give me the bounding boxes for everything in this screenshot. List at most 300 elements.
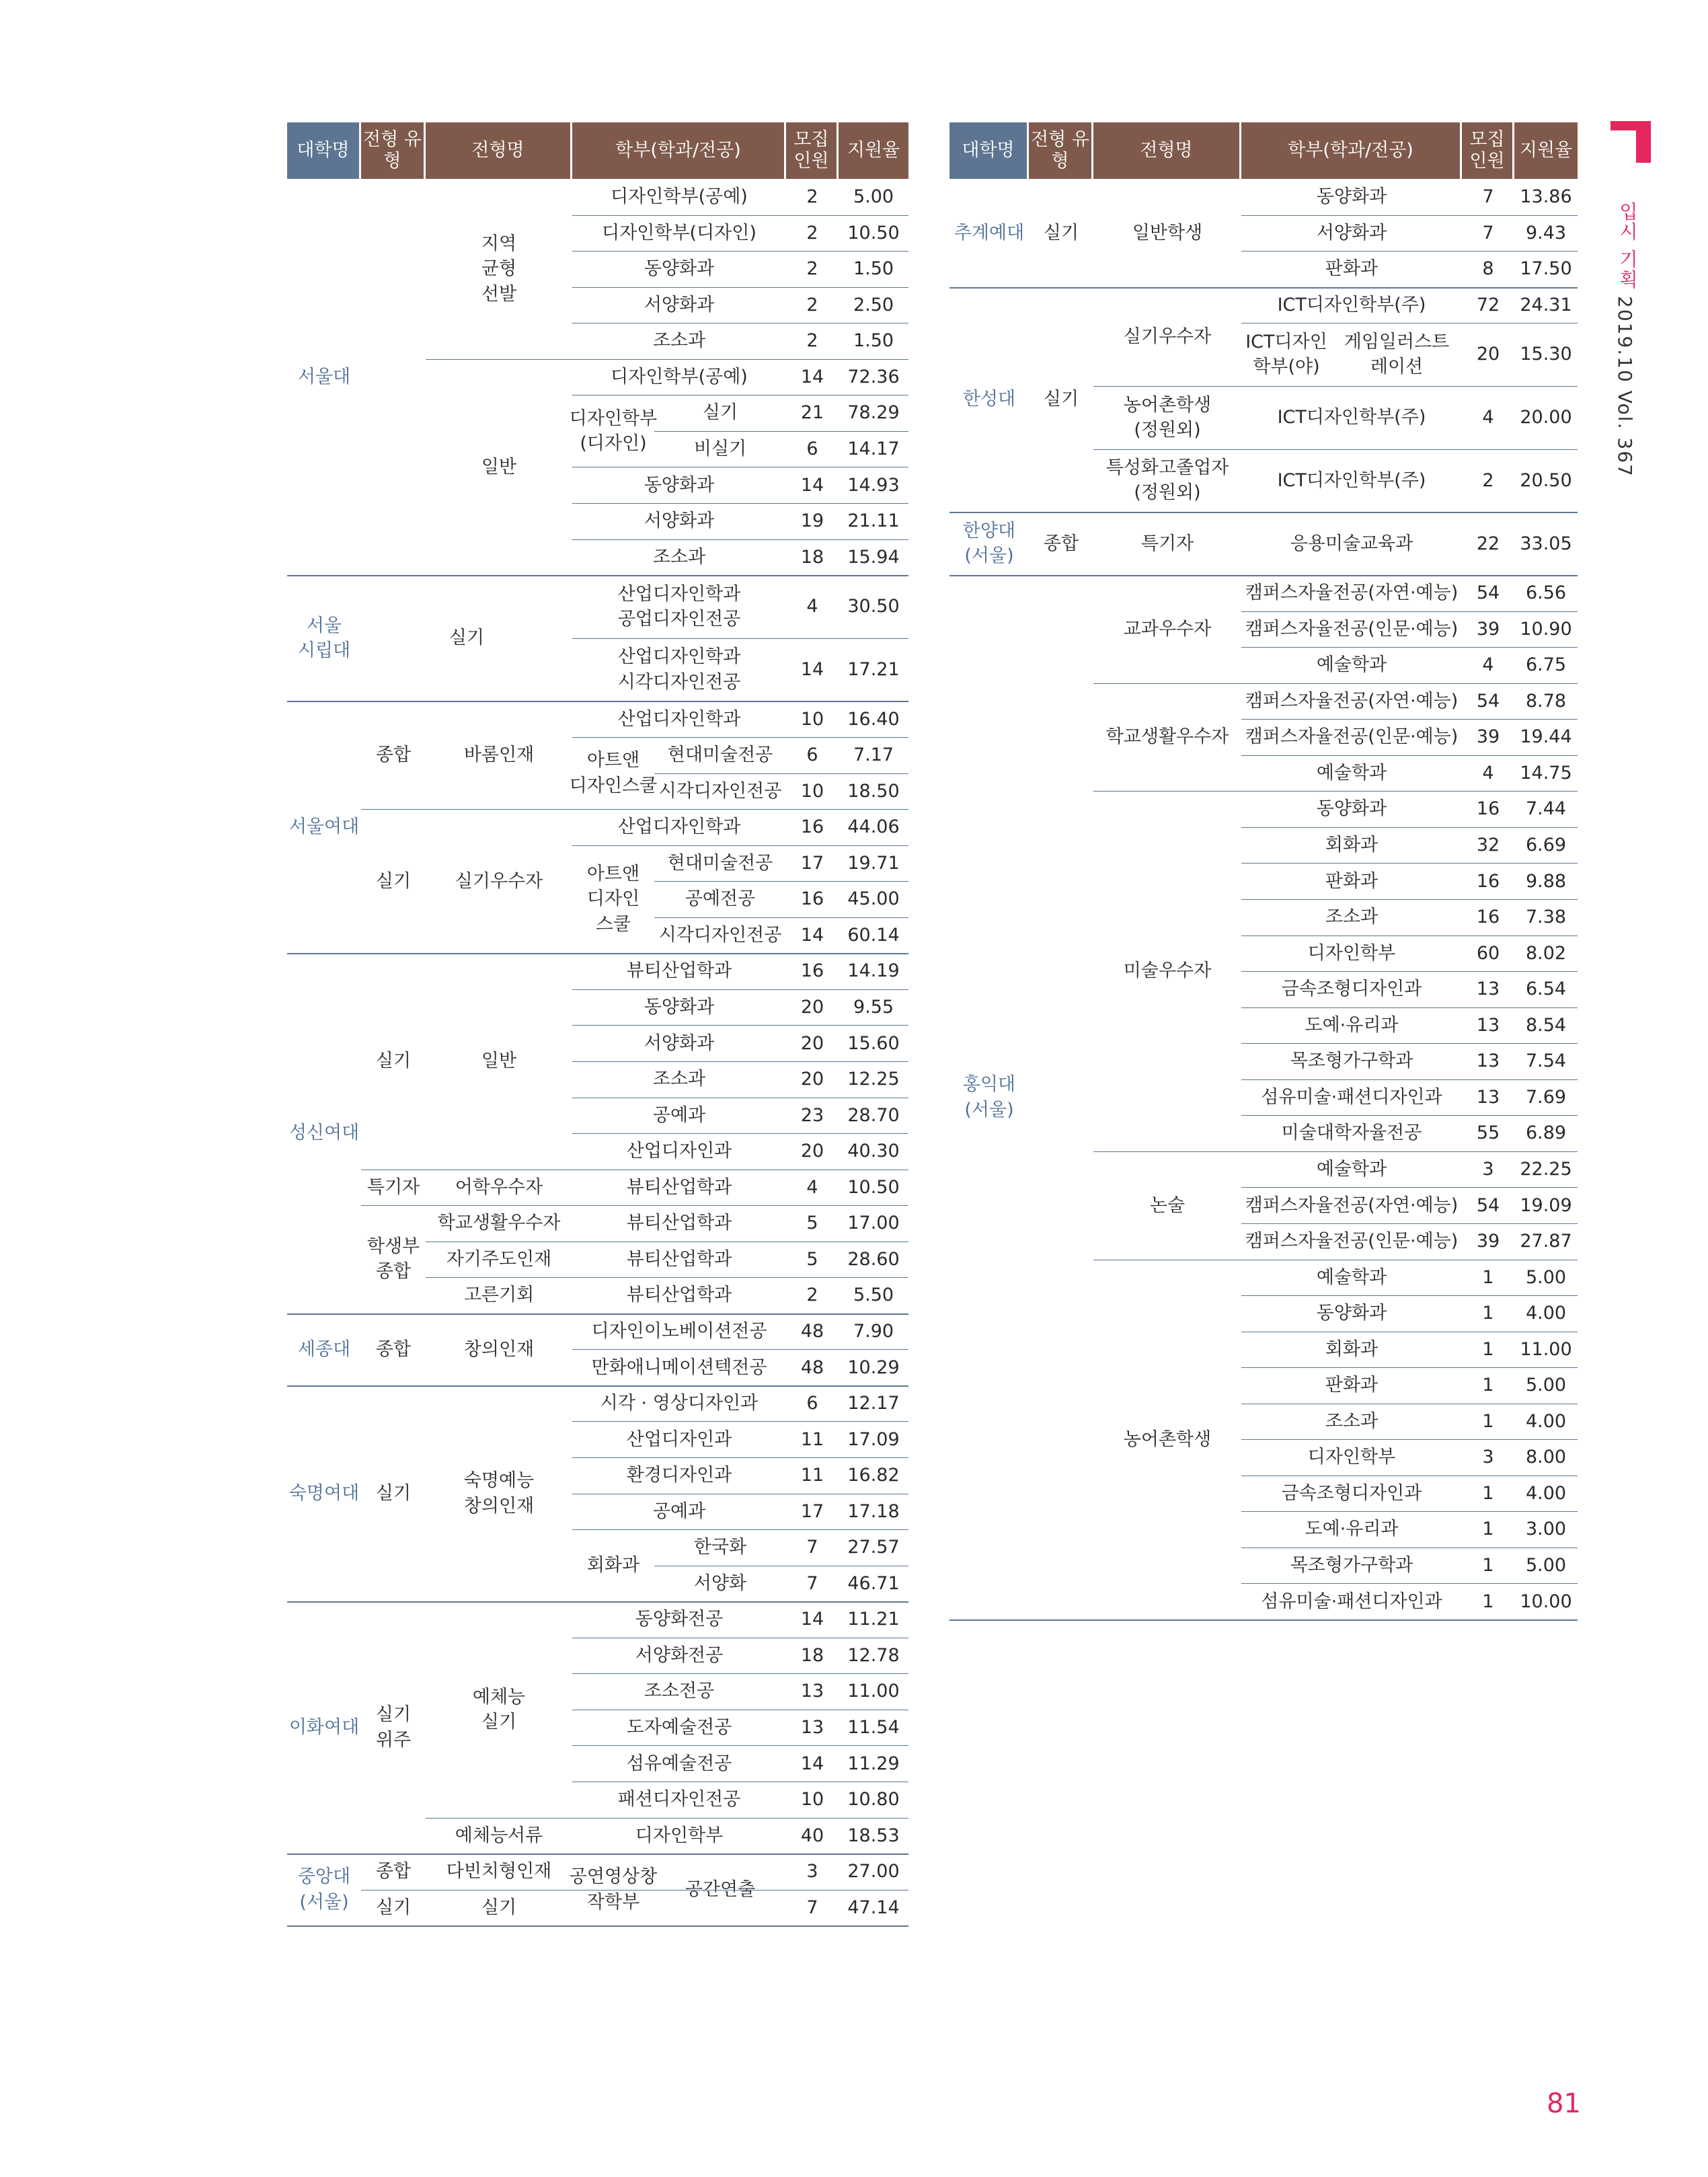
row-divider [572, 215, 908, 216]
row-divider [572, 287, 908, 288]
brand-mark-bar [1636, 121, 1651, 163]
rate-cell: 12.25 [847, 1069, 900, 1090]
rate-cell: 11.54 [847, 1717, 900, 1739]
row-divider [572, 737, 908, 738]
rate-cell: 5.00 [1525, 1375, 1567, 1396]
department-cell: 도예·유리과 [1305, 1014, 1399, 1036]
department-cell: 조소과 [1325, 907, 1379, 928]
department-cell: 캠퍼스자율전공(인문·예능) [1245, 726, 1459, 748]
major-cell: 현대미술전공 [667, 744, 773, 766]
major-cell: 시각디자인전공 [658, 924, 782, 946]
department-cell: 동양화과 [1316, 798, 1387, 820]
department-cell: 목조형가구학과 [1290, 1555, 1413, 1576]
row-divider [1241, 611, 1578, 612]
quota-cell: 7 [806, 1537, 818, 1558]
admission-cell: 일반 [481, 456, 517, 478]
department-cell: 목조형가구학과 [1290, 1051, 1413, 1072]
row-divider [1093, 791, 1578, 792]
rate-cell: 22.25 [1520, 1158, 1572, 1180]
department-cell: 디자인학부 [1307, 1447, 1396, 1468]
rate-cell: 1.50 [853, 330, 894, 352]
row-divider [572, 251, 908, 252]
row-divider [1241, 1043, 1578, 1044]
department-cell: 산업디자인학과 [617, 816, 741, 838]
major-cell: 공간연출 [685, 1878, 756, 1900]
rate-cell: 8.00 [1525, 1447, 1567, 1468]
rate-cell: 19.71 [847, 852, 900, 874]
quota-cell: 10 [800, 780, 824, 802]
major-cell: 시각디자인전공 [658, 780, 782, 802]
rate-cell: 5.00 [1525, 1266, 1567, 1288]
quota-cell: 5 [806, 1248, 818, 1270]
rate-cell: 20.00 [1520, 407, 1572, 428]
department-cell: 뷰티산업학과 [626, 1213, 732, 1234]
quota-cell: 20 [800, 1141, 824, 1162]
department-cell: 뷰티산업학과 [626, 1248, 732, 1270]
row-divider [1241, 1079, 1578, 1080]
row-divider [287, 701, 908, 702]
row-divider [949, 575, 1578, 576]
admission-cell: 실기우수자 [455, 870, 543, 892]
rate-cell: 47.14 [847, 1897, 900, 1918]
rate-cell: 10.50 [847, 222, 900, 243]
type-cell: 실기 [1043, 222, 1079, 243]
quota-cell: 13 [1476, 1014, 1500, 1036]
rate-cell: 13.86 [1520, 186, 1572, 208]
quota-cell: 20 [1476, 344, 1500, 365]
rate-cell: 8.54 [1525, 1014, 1567, 1036]
quota-cell: 18 [800, 546, 824, 568]
university-cell: 한양대 (서울) [962, 520, 1016, 567]
row-divider [572, 1745, 908, 1746]
admission-cell: 예체능서류 [455, 1825, 543, 1846]
quota-cell: 1 [1482, 1266, 1494, 1288]
type-cell: 실기 [375, 1897, 412, 1918]
row-divider [1241, 971, 1578, 972]
department-cell: 서양화전공 [635, 1644, 724, 1666]
rate-cell: 45.00 [847, 888, 900, 910]
quota-cell: 54 [1476, 1194, 1500, 1216]
row-divider [572, 1025, 908, 1026]
department-cell: 서양화과 [644, 294, 715, 315]
department-cell: 디자인학부(공예) [611, 186, 748, 208]
quota-cell: 39 [1476, 726, 1500, 748]
quota-cell: 1 [1482, 1410, 1494, 1432]
rate-cell: 4.00 [1525, 1410, 1567, 1432]
department-cell: 섬유미술·패션디자인과 [1261, 1591, 1442, 1612]
rate-cell: 17.00 [847, 1213, 900, 1234]
rate-cell: 11.21 [847, 1609, 900, 1630]
row-divider [1093, 386, 1578, 387]
admission-cell: 자기주도인재 [446, 1248, 552, 1270]
rate-cell: 30.50 [847, 596, 900, 617]
department-cell: ICT디자인학부(주) [1277, 469, 1426, 491]
rate-cell: 7.90 [853, 1320, 894, 1342]
rate-cell: 10.50 [847, 1176, 900, 1198]
quota-cell: 16 [1476, 798, 1500, 820]
row-divider [361, 809, 908, 810]
admission-cell: 어학우수자 [455, 1176, 543, 1198]
major-cell: 한국화 [693, 1537, 747, 1558]
quota-cell: 1 [1482, 1338, 1494, 1360]
department-cell: 산업디자인과 [626, 1428, 732, 1450]
major-cell: 실기 [702, 402, 738, 424]
row-divider [654, 881, 908, 882]
rate-cell: 16.40 [847, 708, 900, 730]
quota-cell: 1 [1482, 1591, 1494, 1612]
rate-cell: 10.29 [847, 1357, 900, 1378]
quota-cell: 54 [1476, 582, 1500, 604]
department-cell: ICT디자인학부(주) [1277, 294, 1426, 315]
department-cell: 동양화과 [644, 258, 715, 280]
row-divider [1241, 1115, 1578, 1116]
header-university: 대학명 [287, 122, 359, 179]
department-cell: 동양화과 [644, 997, 715, 1018]
row-divider [1241, 1439, 1578, 1440]
header-university: 대학명 [949, 122, 1027, 179]
quota-cell: 11 [800, 1428, 824, 1450]
quota-cell: 6 [806, 1393, 818, 1414]
quota-cell: 72 [1476, 294, 1500, 315]
quota-cell: 2 [806, 294, 818, 315]
header-department: 학부(학과/전공) [1241, 122, 1460, 179]
quota-cell: 48 [800, 1320, 824, 1342]
row-divider [287, 575, 908, 576]
rate-cell: 18.50 [847, 780, 900, 802]
university-cell: 세종대 [297, 1338, 351, 1360]
rate-cell: 6.89 [1525, 1122, 1567, 1144]
department-cell: 회화과 [1325, 1338, 1379, 1360]
quota-cell: 4 [1482, 762, 1494, 784]
type-cell: 특기자 [366, 1176, 420, 1198]
rate-cell: 14.17 [847, 438, 900, 459]
row-divider [654, 431, 908, 432]
rate-cell: 8.02 [1525, 942, 1567, 964]
department-cell: 디자인학부 [635, 1825, 724, 1846]
admission-cell: 숙명예능 창의인재 [463, 1470, 535, 1517]
quota-cell: 2 [806, 1285, 818, 1306]
row-divider [949, 512, 1578, 513]
rate-cell: 14.93 [847, 474, 900, 496]
rate-cell: 14.19 [847, 960, 900, 982]
department-cell: 디자인학부 [1307, 942, 1396, 964]
quota-cell: 8 [1482, 258, 1494, 280]
row-divider [1241, 1223, 1578, 1224]
row-divider [1241, 215, 1578, 216]
rate-cell: 10.90 [1520, 618, 1572, 640]
quota-cell: 13 [800, 1681, 824, 1702]
row-divider [572, 989, 908, 990]
department-cell: 조소과 [652, 1069, 706, 1090]
quota-cell: 5 [806, 1213, 818, 1234]
type-cell: 실기 [375, 1482, 412, 1504]
quota-cell: 1 [1482, 1519, 1494, 1540]
rate-cell: 33.05 [1520, 533, 1572, 554]
rate-cell: 20.50 [1520, 469, 1572, 491]
admission-cell: 바롬인재 [463, 744, 535, 766]
row-divider [572, 503, 908, 504]
quota-cell: 22 [1476, 533, 1500, 554]
rate-cell: 72.36 [847, 366, 900, 387]
quota-cell: 6 [806, 438, 818, 459]
quota-cell: 2 [806, 222, 818, 243]
admission-cell: 실기 [449, 627, 485, 649]
rate-cell: 9.55 [853, 997, 894, 1018]
rate-cell: 2.50 [853, 294, 894, 315]
quota-cell: 16 [800, 960, 824, 982]
row-divider [1241, 251, 1578, 252]
header-admission: 전형명 [426, 122, 570, 179]
quota-cell: 21 [800, 402, 824, 424]
rate-cell: 17.09 [847, 1428, 900, 1450]
rate-cell: 7.44 [1525, 798, 1567, 820]
quota-cell: 2 [806, 330, 818, 352]
department-cell: 뷰티산업학과 [626, 1176, 732, 1198]
rate-cell: 11.00 [847, 1681, 900, 1702]
university-cell: 서울여대 [288, 816, 360, 838]
department-cell: 금속조형디자인과 [1281, 979, 1422, 1000]
quota-cell: 14 [800, 1753, 824, 1774]
header-department: 학부(학과/전공) [572, 122, 784, 179]
department-cell: 캠퍼스자율전공(자연·예능) [1245, 1194, 1459, 1216]
rate-cell: 78.29 [847, 402, 900, 424]
rate-cell: 7.54 [1525, 1051, 1567, 1072]
quota-cell: 10 [800, 1789, 824, 1810]
admission-cell: 다빈치형인재 [446, 1861, 552, 1882]
rate-cell: 18.53 [847, 1825, 900, 1846]
department-cell: 공예과 [652, 1500, 706, 1522]
rate-cell: 5.00 [853, 186, 894, 208]
admission-cell: 논술 [1149, 1194, 1186, 1216]
row-divider [1241, 827, 1578, 828]
quota-cell: 14 [800, 658, 824, 680]
department-cell: 서양화과 [644, 1032, 715, 1054]
quota-cell: 7 [806, 1572, 818, 1594]
quota-cell: 14 [800, 474, 824, 496]
admission-cell: 학교생활우수자 [437, 1213, 561, 1234]
rate-cell: 7.38 [1525, 907, 1567, 928]
row-divider [1241, 1583, 1578, 1584]
quota-cell: 20 [800, 1032, 824, 1054]
quota-cell: 13 [800, 1717, 824, 1739]
admission-cell: 학교생활우수자 [1105, 726, 1229, 748]
section-title: 입시 기획 [1617, 202, 1639, 290]
rate-cell: 28.60 [847, 1248, 900, 1270]
quota-cell: 48 [800, 1357, 824, 1378]
quota-cell: 7 [1482, 222, 1494, 243]
department-cell: 판화과 [1325, 1375, 1379, 1396]
quota-cell: 10 [800, 708, 824, 730]
row-divider [426, 359, 908, 360]
row-divider [572, 1061, 908, 1062]
rate-cell: 27.57 [847, 1537, 900, 1558]
row-divider [1241, 1511, 1578, 1512]
type-cell: 종합 [375, 744, 412, 766]
header-type: 전형 유형 [1029, 122, 1091, 179]
row-divider [572, 1673, 908, 1674]
admission-cell: 창의인재 [463, 1338, 535, 1360]
quota-cell: 39 [1476, 1231, 1500, 1252]
department-cell: 도예·유리과 [1305, 1519, 1399, 1540]
quota-cell: 11 [800, 1465, 824, 1486]
admission-cell: 농어촌학생 (정원외) [1123, 394, 1212, 441]
rate-cell: 11.00 [1520, 1338, 1572, 1360]
quota-cell: 14 [800, 1609, 824, 1630]
department-cell: 패션디자인전공 [617, 1789, 741, 1810]
quota-cell: 4 [1482, 654, 1494, 676]
rate-cell: 10.80 [847, 1789, 900, 1810]
row-divider [1093, 1151, 1578, 1152]
admission-cell: 일반 [481, 1051, 517, 1072]
department-cell: 서양화과 [1316, 222, 1387, 243]
rate-cell: 27.00 [847, 1861, 900, 1882]
row-divider [654, 917, 908, 918]
quota-cell: 39 [1476, 618, 1500, 640]
rate-cell: 10.00 [1520, 1591, 1572, 1612]
quota-cell: 7 [806, 1897, 818, 1918]
department-cell: 미술대학자율전공 [1281, 1122, 1422, 1144]
rate-cell: 12.17 [847, 1393, 900, 1414]
type-cell: 종합 [375, 1338, 412, 1360]
admission-cell: 미술우수자 [1123, 960, 1212, 982]
quota-cell: 7 [1482, 186, 1494, 208]
type-cell: 실기 위주 [375, 1704, 412, 1751]
rate-cell: 7.69 [1525, 1086, 1567, 1108]
header-rate: 지원율 [839, 122, 908, 179]
rate-cell: 46.71 [847, 1572, 900, 1594]
header-rate: 지원율 [1514, 122, 1578, 179]
department-group-cell: 공연영상창 작학부 [569, 1866, 658, 1913]
admission-cell: 특성화고졸업자 (정원외) [1105, 457, 1229, 504]
rate-cell: 19.44 [1520, 726, 1572, 748]
department-cell: 동양화과 [644, 474, 715, 496]
quota-cell: 1 [1482, 1482, 1494, 1504]
quota-cell: 14 [800, 924, 824, 946]
row-divider [287, 1385, 908, 1387]
university-cell: 성신여대 [288, 1122, 360, 1144]
quota-cell: 1 [1482, 1375, 1494, 1396]
quota-cell: 4 [1482, 407, 1494, 428]
row-divider [572, 1457, 908, 1458]
quota-cell: 6 [806, 744, 818, 766]
row-divider [1241, 1367, 1578, 1368]
row-divider [572, 1421, 908, 1422]
issue-info: 2019.10 Vol. 367 [1614, 296, 1636, 478]
quota-cell: 14 [800, 366, 824, 387]
quota-cell: 20 [800, 997, 824, 1018]
major-cell: 공예전공 [685, 888, 756, 910]
department-cell: 판화과 [1325, 258, 1379, 280]
row-divider [572, 539, 908, 540]
row-divider [949, 287, 1578, 289]
university-cell: 추계예대 [954, 222, 1025, 243]
row-divider [1241, 755, 1578, 756]
department-group-cell: 아트앤 디자인스쿨 [569, 750, 658, 796]
university-cell: 이화여대 [288, 1717, 360, 1739]
quota-cell: 16 [1476, 870, 1500, 892]
rate-cell: 5.50 [853, 1285, 894, 1306]
row-divider [1241, 863, 1578, 864]
quota-cell: 2 [806, 258, 818, 280]
quota-cell: 32 [1476, 835, 1500, 856]
department-cell: 회화과 [1325, 835, 1379, 856]
quota-cell: 54 [1476, 690, 1500, 712]
row-divider [1241, 647, 1578, 648]
rate-cell: 4.00 [1525, 1482, 1567, 1504]
department-cell: 동양화과 [1316, 186, 1387, 208]
rate-cell: 9.43 [1525, 222, 1567, 243]
row-divider [1241, 1007, 1578, 1008]
rate-cell: 19.09 [1520, 1194, 1572, 1216]
department-cell: 시각 · 영상디자인과 [600, 1393, 759, 1414]
department-cell: 디자인이노베이션전공 [591, 1320, 767, 1342]
rate-cell: 17.21 [847, 658, 900, 680]
department-cell: 산업디자인학과 [617, 708, 741, 730]
rate-cell: 15.94 [847, 546, 900, 568]
rate-cell: 11.29 [847, 1753, 900, 1774]
university-cell: 한성대 [962, 389, 1016, 410]
row-divider [1241, 935, 1578, 936]
department-cell: 동양화과 [1316, 1303, 1387, 1324]
department-cell: 동양화전공 [635, 1609, 724, 1630]
major-cell: 게임일러스트 레이션 [1344, 331, 1450, 378]
row-divider [654, 773, 908, 774]
row-divider [1241, 719, 1578, 720]
quota-cell: 18 [800, 1644, 824, 1666]
row-divider [1241, 1295, 1578, 1296]
header-type: 전형 유형 [361, 122, 424, 179]
admission-cell: 고른기회 [463, 1285, 535, 1306]
department-cell: 조소과 [1325, 1410, 1379, 1432]
header-quota: 모집 인원 [1462, 122, 1512, 179]
department-cell: 예술학과 [1316, 762, 1387, 784]
quota-cell: 4 [806, 1176, 818, 1198]
rate-cell: 21.11 [847, 510, 900, 532]
quota-cell: 60 [1476, 942, 1500, 964]
quota-cell: 55 [1476, 1122, 1500, 1144]
type-cell: 실기 [375, 1051, 412, 1072]
department-cell: 캠퍼스자율전공(인문·예능) [1245, 618, 1459, 640]
rate-cell: 6.75 [1525, 654, 1567, 676]
quota-cell: 3 [806, 1861, 818, 1882]
row-divider [287, 1313, 908, 1315]
rate-cell: 9.88 [1525, 870, 1567, 892]
quota-cell: 2 [1482, 469, 1494, 491]
row-divider [426, 1818, 908, 1819]
quota-cell: 13 [1476, 979, 1500, 1000]
admission-cell: 실기 [481, 1897, 517, 1918]
department-cell: 캠퍼스자율전공(자연·예능) [1245, 582, 1459, 604]
row-divider [1093, 683, 1578, 684]
department-group-cell: 디자인학부 (디자인) [569, 408, 658, 454]
row-divider [572, 845, 908, 846]
quota-cell: 1 [1482, 1303, 1494, 1324]
department-cell: 예술학과 [1316, 1158, 1387, 1180]
department-cell: 섬유미술·패션디자인과 [1261, 1086, 1442, 1108]
admission-cell: 지역 균형 선발 [481, 233, 517, 305]
rate-cell: 60.14 [847, 924, 900, 946]
rate-cell: 44.06 [847, 816, 900, 838]
department-cell: 환경디자인과 [626, 1465, 732, 1486]
rate-cell: 5.00 [1525, 1555, 1567, 1576]
department-cell: 만화애니메이션텍전공 [591, 1357, 767, 1378]
rate-cell: 17.50 [1520, 258, 1572, 280]
department-cell: 예술학과 [1316, 1266, 1387, 1288]
department-cell: ICT디자인학부(주) [1277, 407, 1426, 428]
rate-cell: 8.78 [1525, 690, 1567, 712]
type-cell: 실기 [1043, 389, 1079, 410]
department-cell: 도자예술전공 [626, 1717, 732, 1739]
